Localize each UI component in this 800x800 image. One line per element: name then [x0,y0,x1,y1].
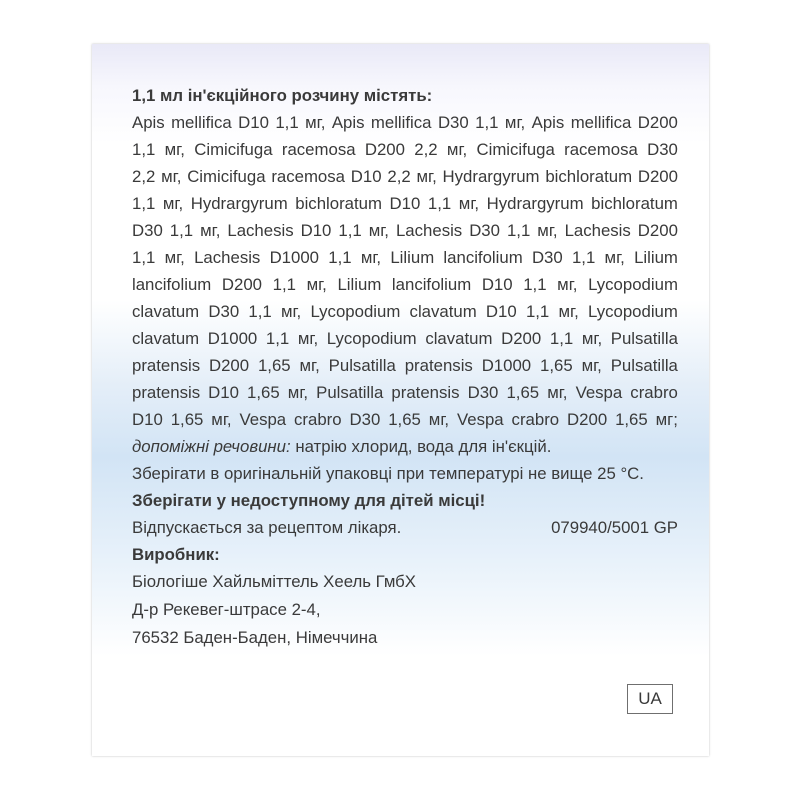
composition-word: D10 [208,383,239,402]
composition-word: мг, [287,383,309,402]
composition-word: pratensis [132,356,201,375]
composition-heading: 1,1 мл ін'єкційного розчину містять: [132,86,433,105]
composition-line [132,406,678,433]
composition-word: pratensis [404,356,473,375]
composition-word: мг, [458,194,480,213]
composition-word: D30 [467,383,499,402]
composition-word: Apis [132,113,165,132]
composition-word: D10 [132,410,163,429]
composition-word: 1,1 [427,194,452,213]
composition-word: bichloratum [591,194,678,213]
composition-word: Apis [531,113,565,132]
composition-word: 1,1 [275,113,299,132]
leaflet-text [132,82,678,652]
composition-word: clavatum [409,302,477,321]
composition-word: мг, [200,221,221,240]
composition-word: мг, [164,140,185,159]
composition-word: мг, [299,356,320,375]
composition-word: 1,65 [540,356,573,375]
composition-word: мг, [537,221,558,240]
package-panel [92,44,709,756]
composition-word: D10 [238,113,269,132]
composition-word: D10 [481,275,513,294]
composition-word: Lilium [337,275,382,294]
composition-word: D200 [567,410,608,429]
composition-word: pratensis [391,383,460,402]
composition-word: 1,1 [169,221,194,240]
composition-word: mellifica [570,113,632,132]
composition-word: mellifica [370,113,432,132]
manufacturer-name: Біологіше Хайльміттель Хеель ГмбХ [132,572,416,591]
composition-word: D1000 [269,248,320,267]
composition-word: racemosa [281,140,356,159]
composition-word: Cimicifuga [194,140,273,159]
composition-word: 1,65 [506,383,540,402]
composition-word: D1000 [207,329,258,348]
composition-word: D30 [469,221,500,240]
composition-word: lancifolium [391,275,472,294]
composition-word: мг, [306,275,327,294]
composition-word: 1,1 [132,248,156,267]
composition-word: Lycopodium [310,302,401,321]
composition-word: 1,1 [506,221,531,240]
composition-word: 1,65 [388,410,421,429]
composition-list [132,109,678,433]
country-code-box: UA [627,684,673,714]
composition-word: D200 [637,113,678,132]
composition-word: crabro [294,410,342,429]
composition-word: D10 [389,194,421,213]
composition-line [132,136,678,163]
composition-word: 1,1 [272,275,296,294]
composition-word: мг, [211,410,232,429]
composition-word: Vespa [456,410,504,429]
composition-word: Lycopodium [326,329,417,348]
composition-word: мг, [161,167,182,186]
composition-word: D200 [221,275,263,294]
composition-word: мг, [604,248,625,267]
composition-word: D30 [647,140,678,159]
composition-word: Lycopodium [588,302,678,321]
composition-word: Lachesis [395,221,463,240]
composition-word: D200 [364,140,405,159]
composition-word: 1,1 [571,248,596,267]
composition-word: Hydrargyrum [486,194,584,213]
composition-word: clavatum [132,302,200,321]
prescription-text: Відпускається за рецептом лікаря. [132,518,402,537]
composition-word: мг, [416,167,437,186]
composition-word: Lilium [390,248,435,267]
composition-word: bichloratum [545,167,633,186]
composition-word: Lachesis [564,221,631,240]
excipients-label: допоміжні речовини: [132,437,291,456]
composition-word: D30 [437,113,469,132]
composition-word: D10 [485,302,517,321]
composition-word: 1,65 [615,410,648,429]
composition-word: 1,65 [170,410,204,429]
composition-word: 2,2 [132,167,156,186]
composition-line [132,109,678,136]
composition-word: мг, [360,248,382,267]
composition-word: мг, [368,221,389,240]
composition-word: D10 [300,221,332,240]
composition-word: мг, [581,329,603,348]
composition-word: 1,1 [525,302,550,321]
composition-word: D200 [637,221,678,240]
composition-word: 1,1 [475,113,499,132]
composition-word: mellifica [171,113,232,132]
composition-word: Hydrargyrum [190,194,288,213]
manufacturer-city: 76532 Баден-Баден, Німеччина [132,628,378,647]
composition-word: мг, [446,140,468,159]
composition-word: D200 [637,167,678,186]
prescription-row [132,514,678,541]
composition-word: clavatum [132,329,200,348]
composition-word: мг, [297,329,319,348]
composition-word: мг, [557,275,578,294]
composition-word: Cimicifuga [187,167,266,186]
storage-instructions: Зберігати в оригінальній упаковці при температурі не вище 25 °C. [132,464,644,483]
composition-word: racemosa [564,140,638,159]
composition-line [132,379,678,406]
composition-word: мг, [428,410,450,429]
composition-word: lancifolium [132,275,212,294]
composition-word: D30 [132,221,163,240]
composition-word: lancifolium [443,248,523,267]
composition-word: Pulsatilla [610,356,678,375]
composition-word: мг, [305,113,326,132]
composition-word: D30 [531,248,563,267]
composition-line [132,244,678,271]
composition-word: мг, [162,194,184,213]
composition-word: Hydrargyrum [442,167,540,186]
composition-word: 1,65 [257,356,291,375]
children-warning: Зберігати у недоступному для дітей місці! [132,491,486,510]
composition-line [132,271,678,298]
composition-line [132,352,678,379]
composition-word: Vespa [575,383,623,402]
composition-word: мг; [655,410,678,429]
composition-word: 2,2 [414,140,438,159]
composition-word: Pulsatilla [610,329,678,348]
composition-word: clavatum [425,329,493,348]
composition-word: 1,1 [523,275,547,294]
composition-word: мг, [280,302,302,321]
composition-word: Lachesis [194,248,261,267]
composition-word: 1,1 [248,302,272,321]
composition-word: Apis [331,113,365,132]
composition-word: D30 [349,410,381,429]
composition-word: racemosa [271,167,345,186]
composition-word: 2,2 [387,167,411,186]
composition-word: bichloratum [295,194,382,213]
composition-word: pratensis [132,383,201,402]
composition-word: D200 [501,329,542,348]
composition-word: 1,1 [132,140,156,159]
composition-line [132,298,678,325]
composition-word: 1,65 [247,383,280,402]
composition-word: D30 [208,302,240,321]
product-code: 079940/5001 GP [551,518,678,537]
manufacturer-street: Д-р Рекевег-штрасе 2-4, [132,600,321,619]
composition-word: Pulsatilla [328,356,396,375]
manufacturer-label: Виробник: [132,545,220,564]
composition-line [132,325,678,352]
composition-word: мг, [504,113,526,132]
composition-word: D10 [350,167,382,186]
composition-word: D200 [208,356,250,375]
composition-word: мг, [581,356,602,375]
composition-word: Pulsatilla [316,383,384,402]
composition-word: 1,1 [338,221,362,240]
composition-word: 1,1 [549,329,574,348]
composition-word: crabro [511,410,560,429]
composition-word: мг, [164,248,185,267]
composition-word: crabro [630,383,678,402]
composition-line [132,163,678,190]
composition-word: 1,1 [328,248,352,267]
composition-word: 1,1 [265,329,290,348]
composition-word: Lycopodium [588,275,678,294]
composition-word: Vespa [239,410,287,429]
excipients-line [132,433,678,460]
composition-word: 1,1 [132,194,156,213]
composition-line [132,190,678,217]
composition-word: мг, [547,383,568,402]
composition-word: мг, [558,302,579,321]
composition-word: Cimicifuga [476,140,555,159]
excipients-text: натрію хлорид, вода для ін'єкцій. [290,437,552,456]
composition-word: Lilium [634,248,678,267]
composition-line [132,217,678,244]
composition-word: D1000 [481,356,532,375]
composition-word: Lachesis [227,221,294,240]
